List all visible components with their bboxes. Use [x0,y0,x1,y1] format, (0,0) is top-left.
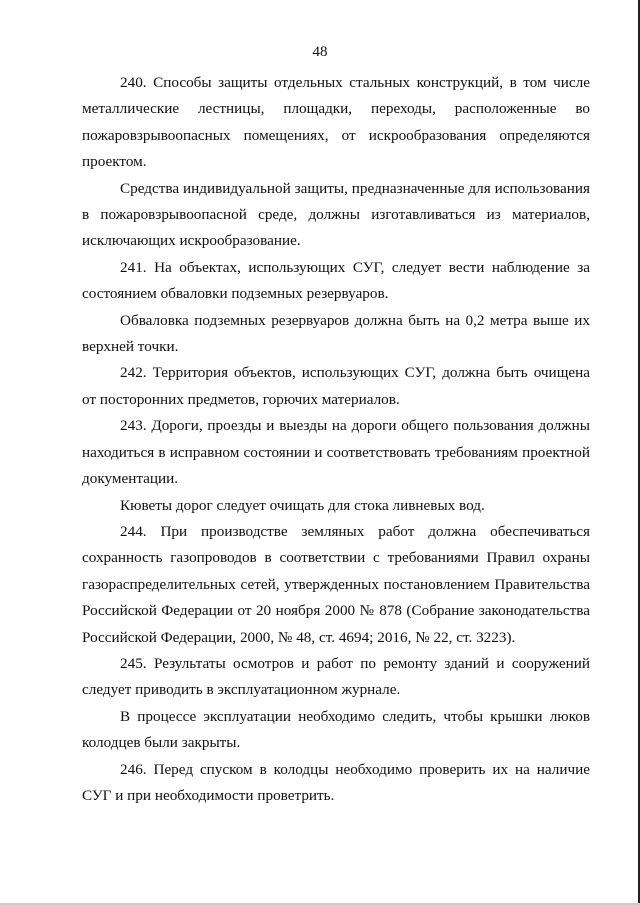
paragraph-245-manholes: В процессе эксплуатации необходимо следить, чтобы крышки люков колодцев были закрыты. [82,707,590,752]
paragraph-244: 244. При производстве земляных работ должна обеспечиваться сохранность газопроводов в соответствии с требованиями Правил охраны газораспределительных сетей, утвержденных постановлением Правительства Российской Федерации от 20 ноября 2000 № 878 (Собрание законодательства Российской Федерации, 2000, № 48, ст. 4694; 2016, № 22, ст. 3223). [82,522,590,646]
paragraph-241-embankment: Обваловка подземных резервуаров должна быть на 0,2 метра выше их верхней точки. [82,311,590,356]
paragraph-246: 246. Перед спуском в колодцы необходимо проверить их на наличие СУГ и при необходимости проветрить. [82,760,590,804]
page-number: 48 [312,44,328,60]
paragraph-240-ppe: Средства индивидуальной защиты, предназначенные для использования в пожаровзрывоопасной среде, должны изготавливаться из материалов, исключающих искрообразование. [82,179,590,250]
paragraph-243-ditches: Кюветы дорог следует очищать для стока ливневых вод. [120,496,485,514]
document-body [82,70,590,809]
paragraph-242: 242. Территория объектов, использующих СУГ, должна быть очищена от посторонних предметов, горючих материалов. [82,364,590,408]
paragraph-240: 240. Способы защиты отдельных стальных конструкций, в том числе металлические лестницы, площадки, переходы, расположенные во пожаровзрывоопасных помещениях, от искрообразования определяются проектом. [82,74,590,171]
paragraph-245: 245. Результаты осмотров и работ по ремонту зданий и сооружений следует приводить в эксплуатационном журнале. [82,654,590,699]
paragraph-243: 243. Дороги, проезды и выезды на дороги общего пользования должны находиться в исправном состоянии и соответствовать требованиям проектной документации. [82,417,590,488]
paragraph-241: 241. На объектах, использующих СУГ, следует вести наблюдение за состоянием обваловки подземных резервуаров. [82,258,590,303]
